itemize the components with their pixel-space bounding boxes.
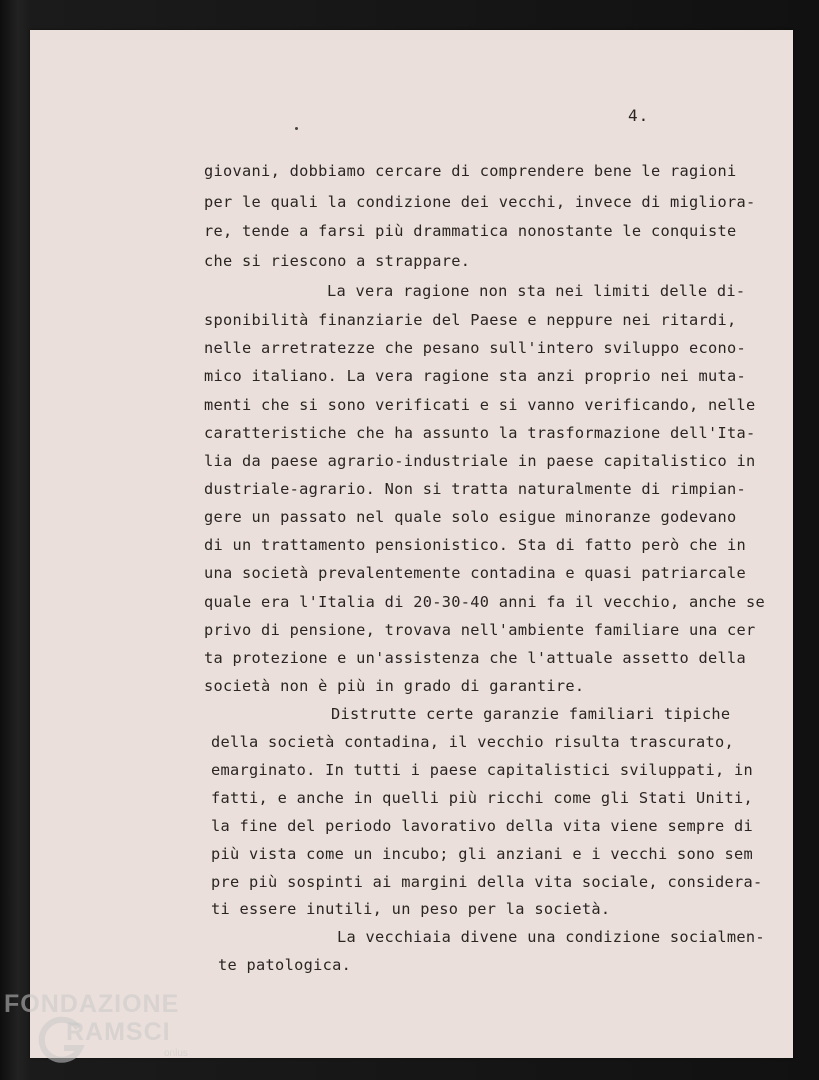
text-line-6: sponibilità finanziarie del Paese e neppure nei ritardi, (204, 311, 737, 329)
text-line-21: della società contadina, il vecchio risulta trascurato, (211, 733, 735, 751)
text-line-3: re, tende a farsi più drammatica nonostante le conquiste (204, 222, 737, 240)
watermark-subtitle: RAMSCI (66, 1018, 171, 1046)
text-line-27: ti essere inutili, un peso per la società. (211, 900, 611, 918)
text-line-13: gere un passato nel quale solo esigue minoranze godevano (204, 508, 737, 526)
text-line-8: mico italiano. La vera ragione sta anzi proprio nei muta- (204, 367, 747, 385)
text-line-10: caratteristiche che ha assunto la trasformazione dell'Ita- (204, 424, 756, 442)
text-line-12: dustriale-agrario. Non si tratta naturalmente di rimpian- (204, 480, 747, 498)
text-line-4: che si riescono a strappare. (204, 252, 471, 270)
text-line-17: privo di pensione, trovava nell'ambiente familiare una cer (204, 621, 756, 639)
text-line-7: nelle arretratezze che pesano sull'intero sviluppo econo- (204, 339, 747, 357)
fondazione-gramsci-watermark (4, 990, 214, 1080)
text-line-25: più vista come un incubo; gli anziani e i vecchi sono sem (211, 845, 754, 863)
text-line-26: pre più sospinti ai margini della vita sociale, considera- (211, 873, 763, 891)
watermark-onlus: onlus (164, 1048, 188, 1059)
text-line-28: La vecchiaia divene una condizione socialmen- (337, 928, 765, 946)
text-line-2: per le quali la condizione dei vecchi, invece di migliora- (204, 193, 756, 211)
text-line-15: una società prevalentemente contadina e quasi patriarcale (204, 564, 747, 582)
text-line-16: quale era l'Italia di 20-30-40 anni fa il vecchio, anche se (204, 593, 766, 611)
text-line-22: emarginato. In tutti i paese capitalistici sviluppati, in (211, 761, 754, 779)
watermark-title: FONDAZIONE (4, 990, 180, 1018)
text-line-11: lia da paese agrario-industriale in paese capitalistico in (204, 452, 756, 470)
text-line-24: la fine del periodo lavorativo della vita viene sempre di (211, 817, 754, 835)
text-line-23: fatti, e anche in quelli più ricchi come gli Stati Uniti, (211, 789, 754, 807)
text-line-1: giovani, dobbiamo cercare di comprendere bene le ragioni (204, 162, 737, 180)
text-line-20: Distrutte certe garanzie familiari tipiche (331, 705, 731, 723)
text-line-5: La vera ragione non sta nei limiti delle di- (327, 282, 746, 300)
text-line-19: società non è più in grado di garantire. (204, 677, 585, 695)
text-line-29: te patologica. (218, 956, 352, 974)
text-line-18: ta protezione e un'assistenza che l'attuale assetto della (204, 649, 747, 667)
page-number: 4. (628, 106, 650, 125)
text-line-9: menti che si sono verificati e si vanno verificando, nelle (204, 396, 756, 414)
paper-speck (295, 127, 298, 130)
text-line-14: di un trattamento pensionistico. Sta di fatto però che in (204, 536, 747, 554)
